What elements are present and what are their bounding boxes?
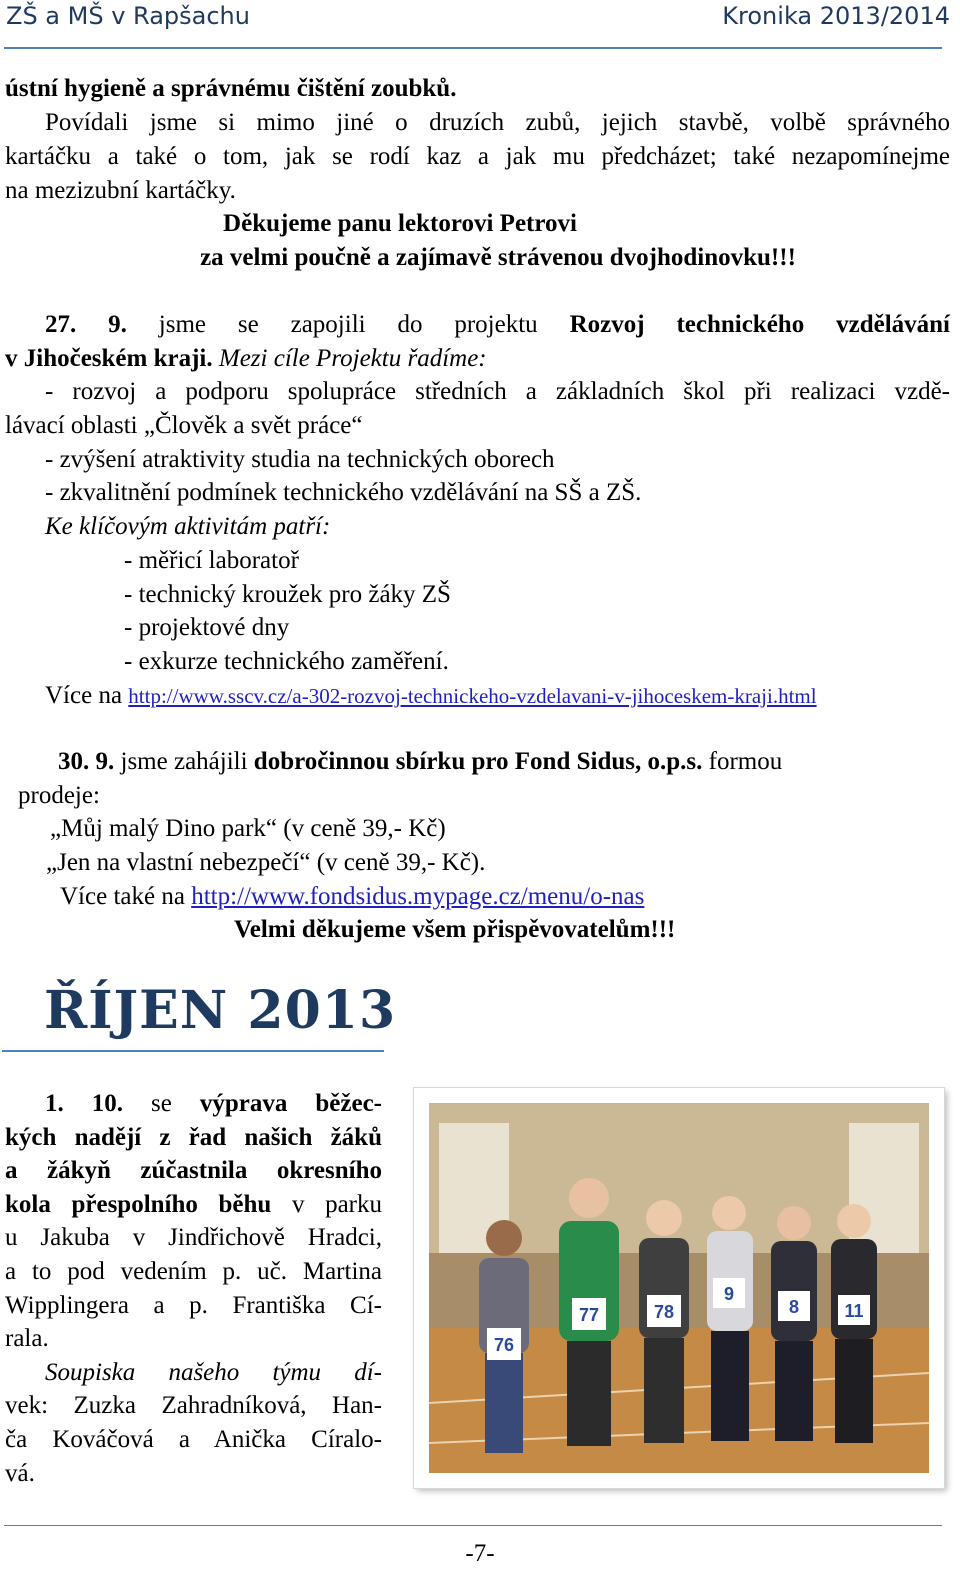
activity-item: - měřicí laboratoř xyxy=(124,547,299,574)
header-school-name: ZŠ a MŠ v Rapšachu xyxy=(6,2,250,30)
column-line: vá. xyxy=(5,1460,35,1487)
goal-line: - rozvoj a podporu spolupráce středních a základních škol při realizaci vzdě- xyxy=(45,378,950,405)
thanks-line: za velmi poučně a zajímavě strávenou dvojhodinovku!!! xyxy=(200,244,796,271)
fund-name: dobročinnou sbírku pro Fond Sidus, o.p.s. xyxy=(253,748,703,775)
column-line: ča Kováčová a Anička Círalo- xyxy=(5,1426,382,1453)
bold-text: výprava běžec- xyxy=(199,1090,383,1117)
thanks-line: Velmi děkujeme všem přispěvovatelům!!! xyxy=(234,916,676,943)
text-line: Povídali jsme si mimo jiné o druzích zubů, jejich stavbě, volbě správného xyxy=(45,109,950,136)
page-number: -7- xyxy=(465,1540,495,1567)
more-label: Více také na xyxy=(60,883,185,910)
text: se xyxy=(151,1090,172,1117)
text: jsme se zapojili do projektu xyxy=(158,311,538,338)
project-name: v Jihočeském kraji. xyxy=(5,345,213,372)
text-line: na mezizubní kartáčky. xyxy=(5,177,236,204)
activities-intro: Ke klíčovým aktivitám patří: xyxy=(45,513,331,540)
text: jsme zahájili xyxy=(120,748,248,775)
footer-rule xyxy=(4,1525,942,1526)
column-line: vek: Zuzka Zahradníková, Han- xyxy=(5,1392,382,1419)
project-line xyxy=(5,342,487,376)
fondsidus-link[interactable]: http://www.fondsidus.mypage.cz/menu/o-nas xyxy=(191,883,645,910)
more-label: Více na xyxy=(45,682,123,709)
date: 30. 9. xyxy=(58,748,115,775)
header-chronicle-title: Kronika 2013/2014 xyxy=(722,2,950,30)
text-line: ústní hygieně a správnému čištění zoubků. xyxy=(5,75,457,102)
more-info-line xyxy=(60,880,644,914)
photo-illustration xyxy=(429,1103,929,1473)
thanks-line: Děkujeme panu lektorovi Petrovi xyxy=(223,210,577,237)
text: v parku xyxy=(291,1191,382,1218)
bold-text: kola přespolního běhu xyxy=(5,1191,272,1218)
column-line xyxy=(5,1188,382,1222)
photo-scene xyxy=(429,1103,929,1473)
team-photo xyxy=(414,1088,944,1488)
text-line: kartáčku a také o tom, jak se rodí kaz a jak mu předcházet; také nezapomínejme xyxy=(5,143,950,170)
column-line: kých nadějí z řad našich žáků xyxy=(5,1124,382,1151)
text-line: prodeje: xyxy=(18,782,100,809)
bib-number: 78 xyxy=(653,1302,675,1322)
bib-number: 11 xyxy=(844,1301,864,1321)
column-line: a žákyň zúčastnila okresního xyxy=(5,1157,382,1184)
runner-figure xyxy=(831,1204,877,1443)
activity-item: - exkurze technického zaměření. xyxy=(124,648,449,675)
column-line: Soupiska našeho týmu dí- xyxy=(45,1359,382,1386)
month-heading: ŘÍJEN 2013 xyxy=(44,980,397,1041)
project-line xyxy=(5,308,950,342)
activity-item: - technický kroužek pro žáky ZŠ xyxy=(124,581,451,608)
activity-item: - projektové dny xyxy=(124,614,290,641)
bib-number: 76 xyxy=(493,1335,515,1355)
header-rule xyxy=(4,47,942,49)
goals-intro: Mezi cíle Projektu řadíme: xyxy=(218,345,487,372)
bib-number: 8 xyxy=(788,1297,800,1317)
column-line: a to pod vedením p. uč. Martina xyxy=(5,1258,382,1285)
project-name: Rozvoj technického vzdělávání xyxy=(569,311,950,338)
sscv-link[interactable]: http://www.sscv.cz/a-302-rozvoj-technickeho-vzdelavani-v-jihoceskem-kraji.html xyxy=(128,684,817,708)
goal-line: - zvýšení atraktivity studia na technických oborech xyxy=(45,446,555,473)
page-header xyxy=(0,0,960,54)
column-line: u Jakuba v Jindřichově Hradci, xyxy=(5,1224,382,1251)
heading-rule xyxy=(2,1050,384,1052)
bib-number: 9 xyxy=(723,1284,735,1304)
bib-number: 77 xyxy=(578,1305,600,1325)
date: 1. 10. xyxy=(45,1090,124,1117)
column-line: rala. xyxy=(5,1325,49,1352)
runner-figure xyxy=(707,1196,753,1441)
column-line: Wipplingera a p. Františka Cí- xyxy=(5,1292,382,1319)
text: formou xyxy=(708,748,783,775)
book-item: „Jen na vlastní nebezpečí“ (v ceně 39,- Kč). xyxy=(46,849,486,876)
sidus-line xyxy=(58,745,782,779)
goal-line: lávací oblasti „Člověk a svět práce“ xyxy=(5,412,363,439)
book-item: „Můj malý Dino park“ (v ceně 39,- Kč) xyxy=(50,815,446,842)
more-info-line xyxy=(45,679,817,713)
column-line xyxy=(5,1087,382,1121)
goal-line: - zkvalitnění podmínek technického vzdělávání na SŠ a ZŠ. xyxy=(45,479,642,506)
date: 27. 9. xyxy=(45,311,127,338)
